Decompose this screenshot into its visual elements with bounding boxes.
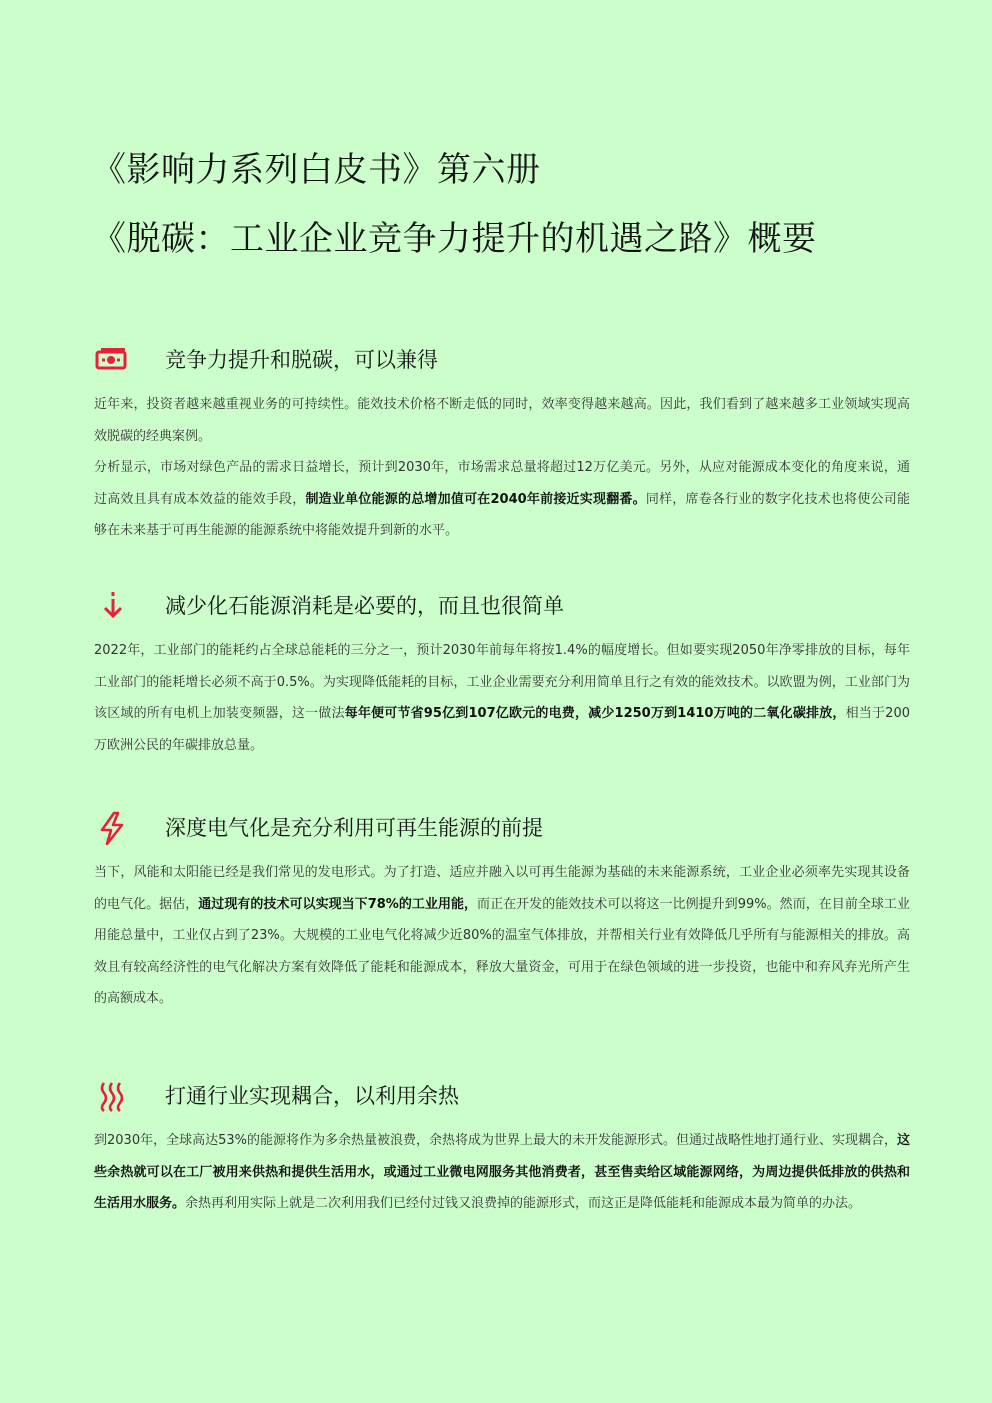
bold-text-run: 这些余热就可以在工厂被用来供热和提供生活用水，或通过工业微电网服务其他消费者，甚至售卖给区域能源网络，为周边提供低排放的供热和生活用水服务。 <box>94 1133 910 1211</box>
section-header <box>94 811 910 845</box>
lightning-icon <box>94 811 130 845</box>
paragraph <box>94 635 910 761</box>
text-run: 而正在开发的能效技术可以将这一比例提升到99%。然而，在目前全球工业用能总量中，工业仅占到了23%。大规模的工业电气化将减少近80%的温室气体排放，并帮相关行业有效降低几乎所有与能源相关的排放。高效且有较高经济性的电气化解决方案有效降低了能耗和能源成本，释放大量资金，可用于在绿色领域的进一步投资，也能中和弃风弃光所产生的高额成本。 <box>94 896 910 1006</box>
section-body <box>94 857 910 1015</box>
arrow-down-icon <box>94 589 130 623</box>
section-header <box>94 1079 910 1113</box>
section-body <box>94 389 910 547</box>
text-run: 余热再利用实际上就是二次利用我们已经付过钱又浪费掉的能源形式，而这正是降低能耗和能源成本最为简单的办法。 <box>185 1196 862 1211</box>
text-run: 相当于200万欧洲公民的年碳排放总量。 <box>94 706 910 753</box>
paragraph <box>94 1125 910 1220</box>
section-electrification <box>94 811 910 1015</box>
section-body <box>94 635 910 761</box>
page-title-line1: 《影响力系列白皮书》第六册 <box>92 150 541 190</box>
section-waste-heat <box>94 1079 910 1220</box>
section-title: 减少化石能源消耗是必要的，而且也很简单 <box>165 594 564 618</box>
heat-waves-icon <box>94 1079 130 1113</box>
section-title: 打通行业实现耦合，以利用余热 <box>165 1084 459 1108</box>
section-title: 竞争力提升和脱碳，可以兼得 <box>165 348 438 372</box>
text-run: 2022年，工业部门的能耗约占全球总能耗的三分之一，预计2030年前每年将按1.4%的幅度增长。但如要实现2050年净零排放的目标，每年工业部门的能耗增长必须不高于0.5%。为实现降低能耗的目标，工业企业需要充分利用简单且行之有效的能效技术。以欧盟为例，工业部门为该区域的所有电机上加装变频器，这一做法 <box>94 643 910 721</box>
text-run: 到2030年，全球高达53%的能源将作为多余热量被浪费，余热将成为世界上最大的未开发能源形式。但通过战略性地打通行业、实现耦合， <box>94 1133 897 1148</box>
paragraph <box>94 857 910 1015</box>
section-header <box>94 589 910 623</box>
bold-text-run: 制造业单位能源的总增加值可在2040年前接近实现翻番。 <box>305 491 646 507</box>
section-body <box>94 1125 910 1220</box>
section-header <box>94 343 910 377</box>
paragraph <box>94 452 910 547</box>
bold-text-run: 每年便可节省95亿到107亿欧元的电费，减少1250万到1410万吨的二氧化碳排放， <box>344 706 846 721</box>
paragraph: 近年来，投资者越来越重视业务的可持续性。能效技术价格不断走低的同时，效率变得越来越高。因此，我们看到了越来越多工业领域实现高效脱碳的经典案例。 <box>94 397 910 444</box>
section-title: 深度电气化是充分利用可再生能源的前提 <box>165 816 543 840</box>
money-icon <box>94 343 130 377</box>
text-run: 分析显示，市场对绿色产品的需求日益增长，预计到2030年，市场需求总量将超过12万亿美元。另外，从应对能源成本变化的角度来说，通过高效且具有成本效益的能效手段， <box>94 460 910 507</box>
page-title-line2: 《脱碳：工业企业竞争力提升的机遇之路》概要 <box>92 219 817 259</box>
section-competitiveness <box>94 343 910 547</box>
bold-text-run: 通过现有的技术可以实现当下78%的工业用能， <box>198 896 478 912</box>
text-run: 同样，席卷各行业的数字化技术也将使公司能够在未来基于可再生能源的能源系统中将能效提升到新的水平。 <box>94 491 910 538</box>
text-run: 当下，风能和太阳能已经是我们常见的发电形式。为了打造、适应并融入以可再生能源为基础的未来能源系统，工业企业必须率先实现其设备的电气化。据估， <box>94 865 910 912</box>
section-fossil-reduction <box>94 589 910 761</box>
